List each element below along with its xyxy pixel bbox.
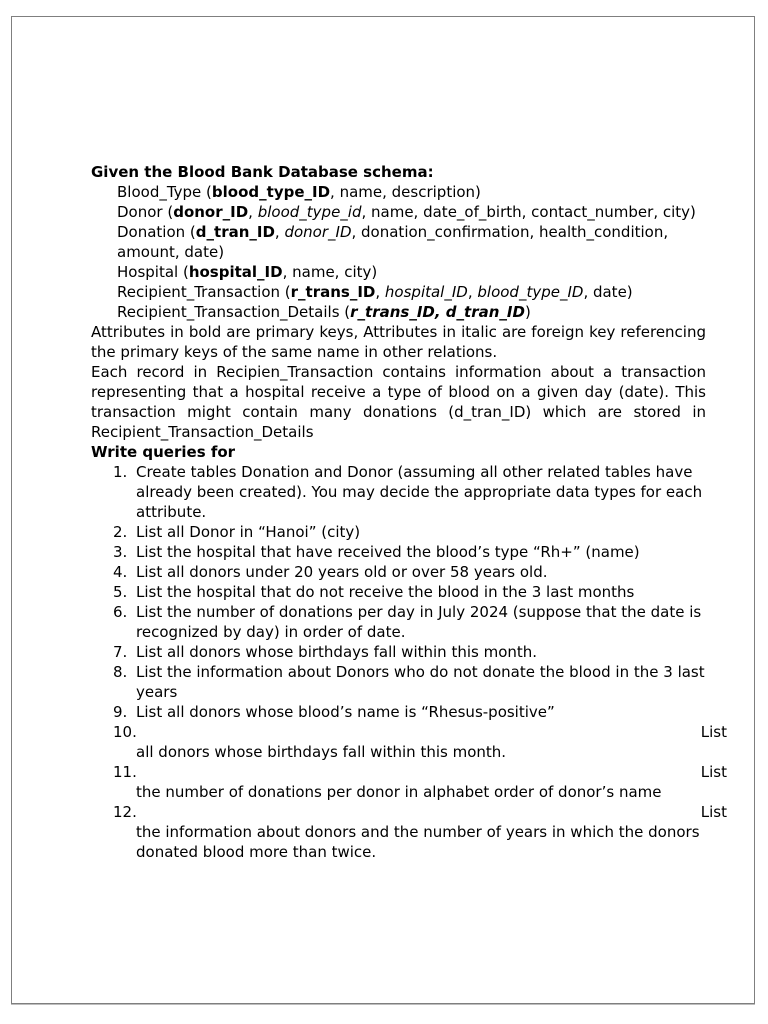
query-text-line: recognized by day) in order of date. [136, 623, 406, 641]
query-text-line: attribute. [136, 503, 207, 521]
query-text-line: all donors whose birthdays fall within this month. [136, 743, 507, 761]
document-content [91, 162, 727, 862]
schema-relation-donor [91, 202, 706, 222]
schema-relation-recipient-transaction-details [91, 302, 706, 322]
query-item [91, 462, 706, 522]
schema-part: Recipient_Transaction_Details ( [117, 303, 351, 321]
query-first-word: List [700, 763, 727, 781]
query-first-line [91, 722, 727, 742]
schema-part: blood_type_id [257, 203, 362, 221]
query-text-line: List the information about Donors who do not donate the blood in the 3 last [136, 663, 705, 681]
schema-list [91, 182, 706, 322]
schema-part: ) [524, 303, 531, 321]
queries-heading: Write queries for [91, 443, 236, 461]
schema-part: r_trans_ID [290, 283, 376, 301]
query-number: 8. [113, 663, 128, 681]
query-item [91, 802, 727, 862]
schema-part: , [375, 283, 385, 301]
query-number: 7. [113, 643, 128, 661]
query-text-line: donated blood more than twice. [136, 843, 377, 861]
schema-part: , name, description) [330, 183, 481, 201]
note-keys: Attributes in bold are primary keys, Attributes in italic are foreign key referencing the primary keys of the same name in other relations. [91, 323, 706, 361]
query-text-line: the information about donors and the number of years in which the donors [136, 823, 700, 841]
query-number: 3. [113, 543, 128, 561]
query-first-word: List [700, 723, 727, 741]
query-number: 1. [113, 463, 128, 481]
schema-relation-donation [91, 222, 706, 242]
query-item [91, 762, 727, 802]
query-number: 10. [113, 723, 137, 741]
schema-part: , [467, 283, 478, 301]
schema-part: hospital_ID [188, 263, 283, 281]
query-first-word: List [700, 803, 727, 821]
query-text-line: years [136, 683, 178, 701]
query-item [91, 722, 727, 762]
query-text-line: List all Donor in “Hanoi” (city) [136, 523, 361, 541]
query-number: 2. [113, 523, 128, 541]
query-item [91, 582, 706, 602]
schema-relation-hospital [91, 262, 706, 282]
schema-part: r_trans_ID, d_tran_ID [350, 303, 525, 321]
schema-part: Donor ( [117, 203, 174, 221]
schema-part: Donation ( [117, 223, 196, 241]
query-text-line: already been created). You may decide the appropriate data types for each [136, 483, 703, 501]
query-number: 11. [113, 763, 137, 781]
schema-part: , [274, 223, 285, 241]
schema-part: Recipient_Transaction ( [117, 283, 291, 301]
query-text-line: List the hospital that do not receive the blood in the 3 last months [136, 583, 635, 601]
query-text-line: List all donors whose blood’s name is “Rhesus-positive” [136, 703, 555, 721]
schema-part: d_tran_ID [195, 223, 275, 241]
schema-part: donor_ID [173, 203, 249, 221]
query-number: 9. [113, 703, 128, 721]
query-first-line [91, 802, 727, 822]
query-item [91, 542, 706, 562]
schema-part: Blood_Type ( [117, 183, 212, 201]
query-item [91, 662, 706, 702]
schema-part: , name, city) [282, 263, 378, 281]
query-item [91, 522, 706, 542]
query-text-line: the number of donations per donor in alphabet order of donor’s name [136, 783, 662, 801]
document-page [11, 16, 755, 1004]
schema-relation-recipient-transaction [91, 282, 706, 302]
query-number: 12. [113, 803, 137, 821]
schema-part: , donation_confirmation, health_condition, [351, 223, 669, 241]
query-number: 6. [113, 603, 128, 621]
note-transaction: Each record in Recipien_Transaction contains information about a transaction representing that a hospital receive a type of blood on a given day (date). This transaction might contain many donations (d_tran_ID) which are stored in Recipient_Transaction_Details [91, 363, 706, 441]
query-number: 4. [113, 563, 128, 581]
schema-part: blood_type_ID [477, 283, 584, 301]
schema-relation-continuation: amount, date) [117, 243, 225, 261]
schema-heading: Given the Blood Bank Database schema: [91, 163, 434, 181]
query-first-line [91, 762, 727, 782]
schema-part: , name, date_of_birth, contact_number, city) [361, 203, 696, 221]
query-text-line: List all donors under 20 years old or over 58 years old. [136, 563, 548, 581]
query-text-line: Create tables Donation and Donor (assuming all other related tables have [136, 463, 693, 481]
schema-part: hospital_ID [384, 283, 468, 301]
schema-relation-blood-type [91, 182, 706, 202]
query-text-line: List the number of donations per day in July 2024 (suppose that the date is [136, 603, 702, 621]
schema-part: donor_ID [284, 223, 352, 241]
schema-part: Hospital ( [117, 263, 189, 281]
query-item [91, 562, 706, 582]
query-item [91, 702, 706, 722]
schema-part: blood_type_ID [211, 183, 331, 201]
query-text-line: List all donors whose birthdays fall within this month. [136, 643, 538, 661]
query-number: 5. [113, 583, 128, 601]
query-item [91, 642, 706, 662]
schema-part: , [248, 203, 258, 221]
schema-part: , date) [583, 283, 633, 301]
queries-list [91, 462, 727, 862]
query-text-line: List the hospital that have received the blood’s type “Rh+” (name) [136, 543, 640, 561]
query-item [91, 602, 706, 642]
